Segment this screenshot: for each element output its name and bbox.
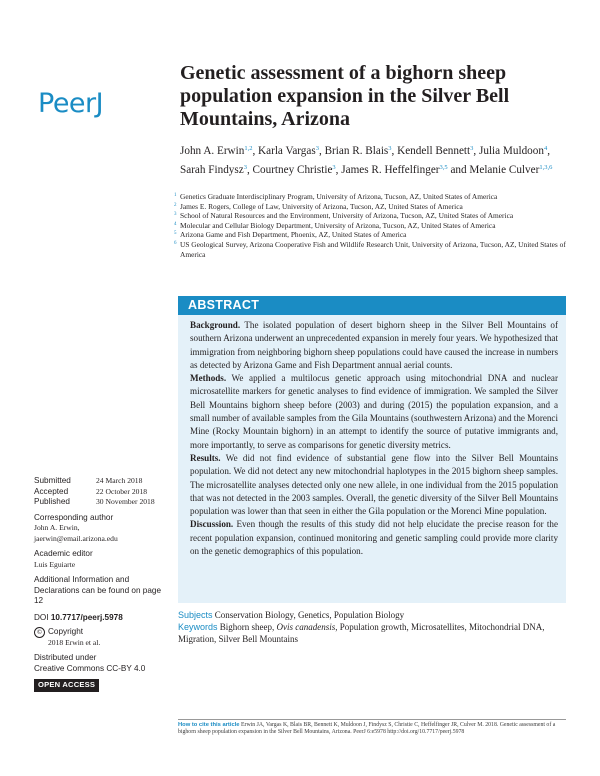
subjects-keywords [178,609,566,645]
author-name: Kendell Bennett [397,145,471,157]
abstract-heading [178,296,566,315]
affiliation-number: 5 [174,231,177,237]
keywords-line [178,621,566,645]
published-date: 30 November 2018 [96,497,155,506]
author-affiliation-mark: 3 [388,145,392,152]
author-name: Brian R. Blais [324,145,389,157]
accepted-label: Accepted [34,486,69,496]
author-affiliation-mark: 3 [315,145,319,152]
article-title: Genetic assessment of a bighorn sheep population expansion in the Silver Bell Mountains, Arizona [180,62,510,130]
corresponding-label: Corresponding author [34,512,114,522]
open-access-badge: OPEN ACCESS [34,679,99,692]
author-name: Sarah Findysz [180,163,244,176]
affiliation-item [174,202,566,212]
submitted-row [34,476,164,487]
cite-label: How to cite this article [178,722,240,728]
author-affiliation-mark: 3 [470,145,474,152]
abstract-section [190,319,558,372]
copyright-icon: © [34,627,45,638]
abstract-section-label: Results. [190,452,221,463]
author-affiliation-mark: 3,5 [439,163,448,171]
accepted-date: 22 October 2018 [96,486,148,496]
abstract-section-text: We did not find evidence of substantial gene flow into the Silver Bell Mountains population. We did not detect any new mitochondrial haplotypes in the 2015 bighorn sheep samples. The microsatellite analyses detected only one new allele, in one individual from the 2015 population that was not detected in the 2003 samples. Overall, the genetic diversity of the Silver Bell Mountains population was lower than that seen in either the Gila population or the Morenci Mine population. [190,452,558,517]
accepted-row [34,487,164,498]
author-separator: , [246,163,253,176]
affiliation-item [174,230,566,240]
author-separator: , [473,145,479,157]
abstract-body [178,315,566,603]
author-affiliation-mark: 3 [332,163,336,171]
affiliation-number: 1 [174,193,177,198]
published-row [34,497,164,508]
affiliation-text: Molecular and Cellular Biology Department, University of Arizona, Tucson, AZ, United States of America [180,220,496,230]
submitted-label: Submitted [34,476,71,485]
abstract-heading-label: ABSTRACT [188,298,260,312]
corresponding-email[interactable]: jaerwin@email.arizona.edu [34,533,118,543]
affiliation-text: Arizona Game and Fish Department, Phoenix, AZ, United States of America [180,230,407,240]
author-separator: , [335,163,342,176]
affiliation-number: 2 [174,202,177,208]
abstract-section-text: We applied a multilocus genetic approach using mitochondrial DNA and nuclear microsatellite markers for genetic analyses to find evidence of immigration. We sampled the Silver Bell Mountains bighorn sheep before (2003) and during (2015) the population expansion, and a small number of available samples from the Gila Mountains (southwestern Arizona) and the Morenci Mine (Rocky Mountain bighorn) in an attempt to identify the source of putative immigrants and, more importantly, to serve as comparisons for genetic diversity metrics. [190,373,558,450]
author-name: Courtney Christie [252,163,333,176]
abstract-section [190,518,558,558]
author-affiliation-mark: 1,2 [244,145,253,152]
abstract-section-text: The isolated population of desert bighorn sheep in the Silver Bell Mountains of southern Arizona underwent an unprecedented expansion in merely four years. We hypothesized that immigration from neighboring bighorn sheep populations could have caused the increase in numbers as detected by Arizona Game and Fish Department annual aerial counts. [190,320,558,370]
subjects-label: Subjects [178,610,213,620]
abstract-section-label: Discussion. [190,519,234,530]
affiliation-item [174,240,566,259]
cite-text: Erwin JA, Vargas K, Blais BR, Bennett K, Muldoon J, Findysz S, Christie C, Heffelfinger JR, Culver M. 2018. Genetic assessment of a bighorn sheep population expansion in the Silver Bell Mountains, Arizona. PeerJ 6:e5978 http://doi.org/10.7717/peerj.5978 [178,722,556,736]
doi-link[interactable]: 10.7717/peerj.5978 [50,612,123,622]
submitted-date: 24 March 2018 [96,476,143,485]
affiliation-text: James E. Rogers, College of Law, University of Arizona, Tucson, AZ, United States of America [180,201,463,211]
doi-label: DOI [34,612,49,622]
license-line-1: Distributed under [34,653,97,662]
affiliation-item [174,192,566,202]
corresponding-name: John A. Erwin, [34,523,80,532]
author-separator: , [391,145,398,157]
author-separator: , [252,145,259,157]
additional-info[interactable]: Additional Information and Declarations can be found on page 12 [34,575,161,605]
author-affiliation-mark: 1,3,6 [539,163,553,171]
author-list [180,141,560,178]
footer-divider [178,719,566,720]
keywords-label: Keywords [178,622,218,632]
abstract-section [190,452,558,518]
author-affiliation-mark: 3 [243,163,247,171]
abstract-section [190,372,558,452]
subjects-text: Conservation Biology, Genetics, Population Biology [212,610,405,620]
doi-line [34,613,164,624]
abstract-section-label: Background. [190,320,241,330]
keywords-text-post: , Population growth, Microsatellites, Mitochondrial DNA, Migration, Silver Bell Mountains [178,622,545,644]
author-separator: and [447,163,470,176]
license-line-2[interactable]: Creative Commons CC-BY 4.0 [34,663,146,673]
article-sidebar [34,476,164,692]
author-affiliation-mark: 4 [543,145,548,152]
affiliation-list [174,192,566,259]
peerj-logo [38,88,124,124]
editor-label: Academic editor [34,549,93,558]
logo-text: PeerJ [38,88,104,119]
copyright-text: 2018 Erwin et al. [48,637,101,647]
author-separator: , [318,145,325,157]
published-label: Published [34,497,70,506]
affiliation-number: 3 [174,212,177,218]
copyright-label: Copyright [48,627,84,636]
affiliation-number: 4 [174,221,177,227]
author-name: Julia Muldoon [479,145,544,157]
author-name: Melanie Culver [469,163,540,176]
affiliation-text: US Geological Survey, Arizona Cooperative Fish and Wildlife Research Unit, University of Arizona, Tucson, AZ, United States of America [180,239,566,259]
author-name: James R. Heffelfinger [341,163,440,176]
affiliation-number: 6 [174,240,177,246]
author-separator: , [547,145,550,157]
abstract-section-text: Even though the results of this study did not help elucidate the precise reason for the recent population expansion, continued monitoring and genetic sampling could provide more clarity on the genetic demographics of this population. [190,519,558,557]
keywords-text-pre: Bighorn sheep, [217,622,277,632]
subjects-line [178,609,566,621]
affiliation-text: Genetics Graduate Interdisciplinary Program, University of Arizona, Tucson, AZ, United States of America [180,192,498,201]
abstract-section-label: Methods. [190,373,227,384]
copyright-block [34,627,164,648]
author-name: John A. Erwin [180,145,245,157]
keywords-species: Ovis canadensis [276,622,336,632]
editor-name: Luis Eguiarte [34,559,76,569]
affiliation-text: School of Natural Resources and the Environment, University of Arizona, Tucson, AZ, United States of America [180,211,514,221]
author-name: Karla Vargas [258,145,316,157]
affiliation-item [174,211,566,221]
affiliation-item [174,221,566,231]
how-to-cite [178,722,566,737]
